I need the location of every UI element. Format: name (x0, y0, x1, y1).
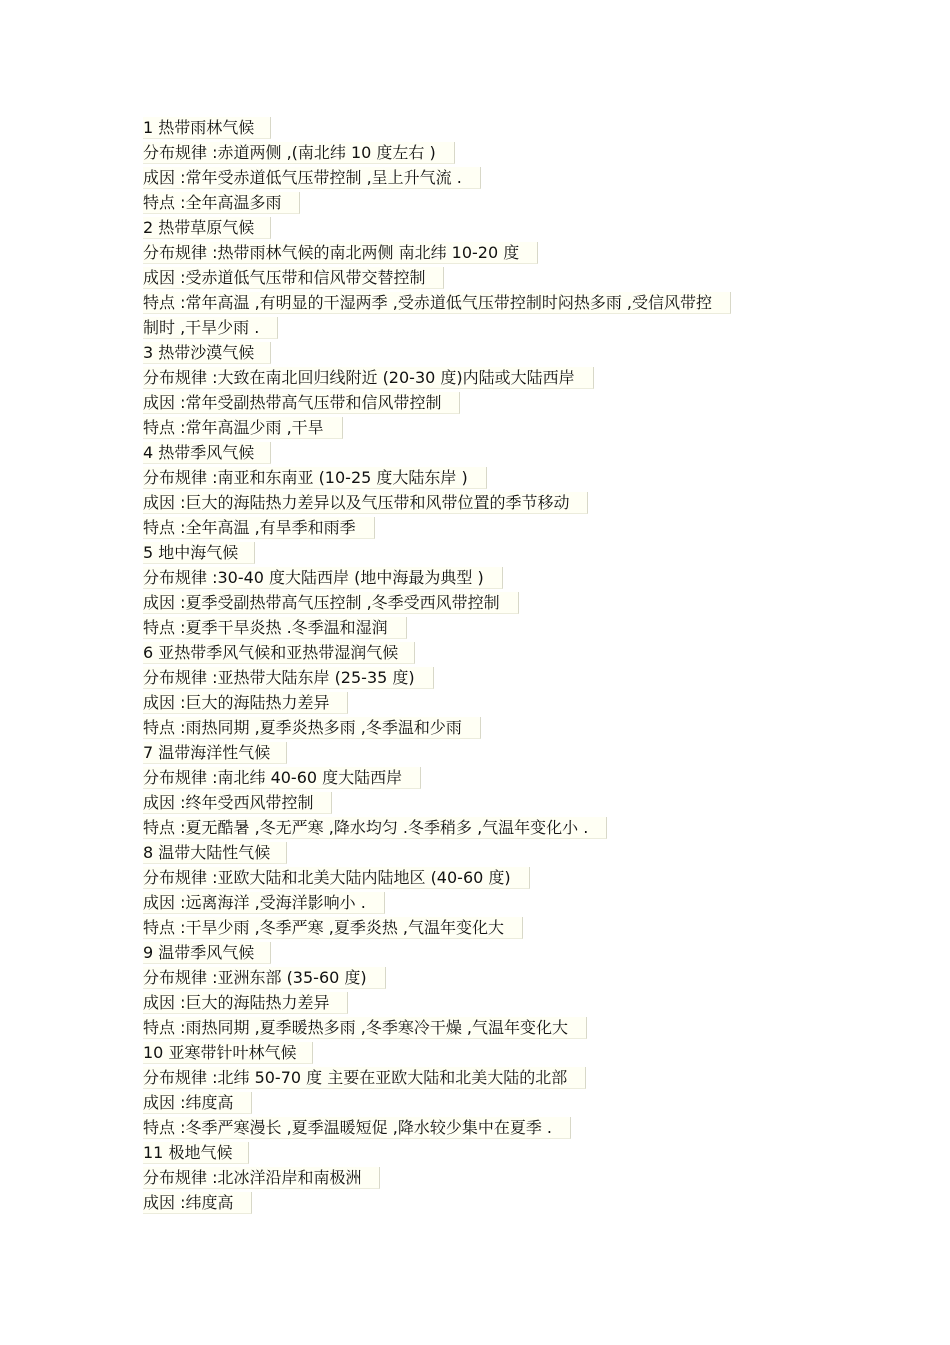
text-line: 特点 :干旱少雨 ,冬季严寒 ,夏季炎热 ,气温年变化大 (143, 917, 523, 939)
text-line: 分布规律 :亚热带大陆东岸 (25-35 度) (143, 667, 434, 689)
text-line: 成因 :巨大的海陆热力差异 (143, 692, 348, 714)
heading-temperate-maritime: 7 温带海洋性气候 (143, 742, 287, 764)
text-line: 成因 :远离海洋 ,受海洋影响小 . (143, 892, 385, 914)
heading-tropical-desert: 3 热带沙漠气候 (143, 342, 271, 364)
text-line: 特点 :常年高温少雨 ,干旱 (143, 417, 343, 439)
heading-polar: 11 极地气候 (143, 1142, 249, 1164)
text-line: 分布规律 :亚欧大陆和北美大陆内陆地区 (40-60 度) (143, 867, 530, 889)
heading-subarctic-coniferous: 10 亚寒带针叶林气候 (143, 1042, 313, 1064)
text-line: 特点 :常年高温 ,有明显的干湿两季 ,受赤道低气压带控制时闷热多雨 ,受信风带控 (143, 292, 731, 314)
heading-tropical-rainforest: 1 热带雨林气候 (143, 117, 271, 139)
text-line: 成因 :纬度高 (143, 1092, 252, 1114)
text-line: 分布规律 :南北纬 40-60 度大陆西岸 (143, 767, 421, 789)
text-line: 分布规律 :30-40 度大陆西岸 (地中海最为典型 ) (143, 567, 503, 589)
text-line: 分布规律 :北纬 50-70 度 主要在亚欧大陆和北美大陆的北部 (143, 1067, 586, 1089)
text-line: 分布规律 :亚洲东部 (35-60 度) (143, 967, 386, 989)
text-line: 成因 :纬度高 (143, 1192, 252, 1214)
text-line: 特点 :冬季严寒漫长 ,夏季温暖短促 ,降水较少集中在夏季 . (143, 1117, 571, 1139)
heading-subtropical-monsoon: 6 亚热带季风气候和亚热带湿润气候 (143, 642, 415, 664)
heading-tropical-monsoon: 4 热带季风气候 (143, 442, 271, 464)
text-line: 成因 :巨大的海陆热力差异以及气压带和风带位置的季节移动 (143, 492, 588, 514)
text-line: 特点 :雨热同期 ,夏季暖热多雨 ,冬季寒冷干燥 ,气温年变化大 (143, 1017, 587, 1039)
text-line: 分布规律 :南亚和东南亚 (10-25 度大陆东岸 ) (143, 467, 487, 489)
text-line: 特点 :全年高温 ,有旱季和雨季 (143, 517, 375, 539)
text-line: 特点 :夏季干旱炎热 .冬季温和湿润 (143, 617, 407, 639)
heading-tropical-savanna: 2 热带草原气候 (143, 217, 271, 239)
heading-mediterranean: 5 地中海气候 (143, 542, 255, 564)
text-line: 特点 :雨热同期 ,夏季炎热多雨 ,冬季温和少雨 (143, 717, 481, 739)
text-line: 特点 :全年高温多雨 (143, 192, 300, 214)
text-line: 分布规律 :北冰洋沿岸和南极洲 (143, 1167, 380, 1189)
text-line: 制时 ,干旱少雨 . (143, 317, 278, 339)
text-line: 成因 :受赤道低气压带和信风带交替控制 (143, 267, 444, 289)
text-line: 成因 :常年受副热带高气压带和信风带控制 (143, 392, 460, 414)
text-line: 分布规律 :大致在南北回归线附近 (20-30 度)内陆或大陆西岸 (143, 367, 594, 389)
text-line: 成因 :夏季受副热带高气压控制 ,冬季受西风带控制 (143, 592, 519, 614)
text-line: 成因 :常年受赤道低气压带控制 ,呈上升气流 . (143, 167, 481, 189)
text-line: 特点 :夏无酷暑 ,冬无严寒 ,降水均匀 .冬季稍多 ,气温年变化小 . (143, 817, 607, 839)
heading-temperate-monsoon: 9 温带季风气候 (143, 942, 271, 964)
text-lines (143, 117, 803, 1217)
text-line: 成因 :巨大的海陆热力差异 (143, 992, 348, 1014)
text-line: 分布规律 :赤道两侧 ,(南北纬 10 度左右 ) (143, 142, 455, 164)
text-line: 分布规律 :热带雨林气候的南北两侧 南北纬 10-20 度 (143, 242, 538, 264)
text-line: 成因 :终年受西风带控制 (143, 792, 332, 814)
heading-temperate-continental: 8 温带大陆性气候 (143, 842, 287, 864)
